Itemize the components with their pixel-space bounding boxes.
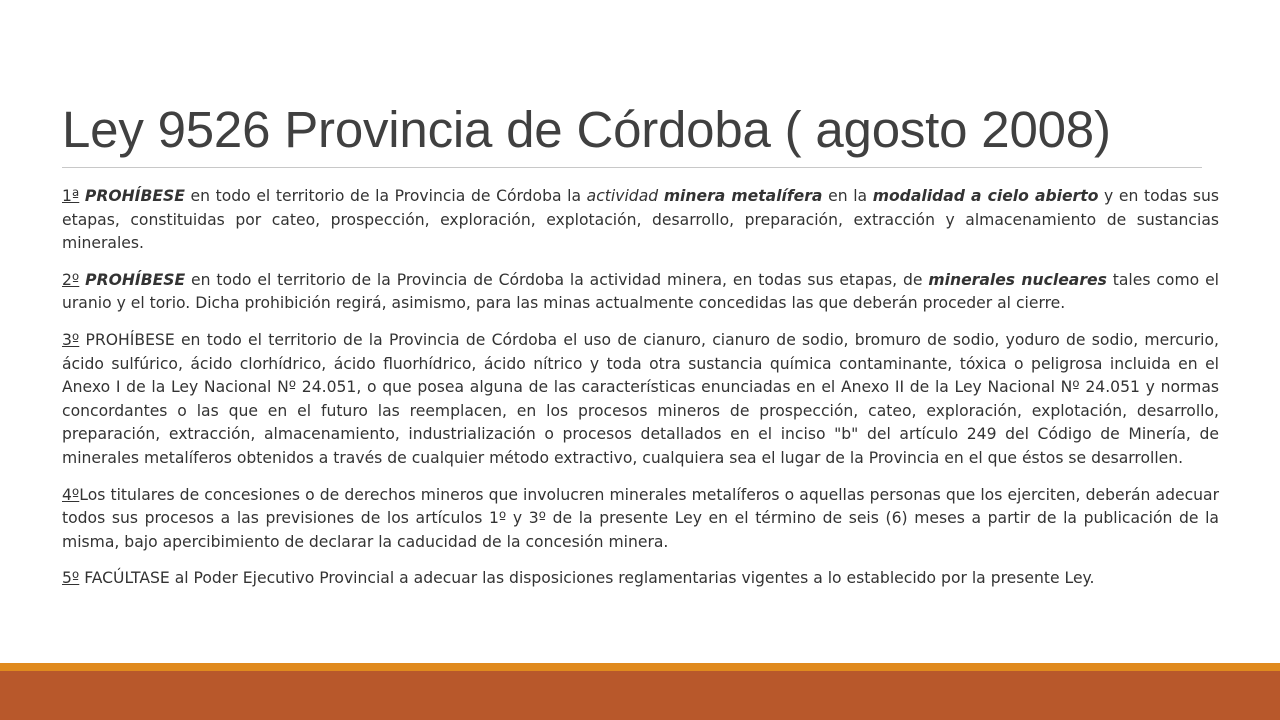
article-text-run: FACÚLTASE al Poder Ejecutivo Provincial a adecuar las disposiciones reglamentarias vigentes a lo establecido por la presente Ley. xyxy=(79,569,1095,588)
article-text xyxy=(79,569,1094,587)
article-number: 3º xyxy=(62,330,80,349)
article-text xyxy=(62,331,1219,467)
article-paragraph xyxy=(62,484,1219,555)
article-text-run: minerales nucleares xyxy=(928,270,1107,289)
article-text-run: y en todas sus etapas, constituidas por cateo, prospección, exploración, explotación, desarrollo, preparación, extracción y almacenamiento de sustancias minerales. xyxy=(62,187,1219,253)
article-text-run: PROHÍBESE en todo el territorio de la Provincia de Córdoba el uso de cianuro, cianuro de sodio, bromuro de sodio, yoduro de sodio, mercurio, ácido sulfúrico, ácido clorhídrico, ácido fluorhídrico, ácido nítrico y toda otra sustancia química contaminante, tóxica o peligrosa incluida en el Anexo I de la Ley Nacional Nº 24.051, o que posea alguna de las características enunciadas en el Anexo II de la Ley Nacional Nº 24.051 y normas concordantes o las que en el futuro las reemplacen, en los procesos mineros de prospección, cateo, exploración, explotación, desarrollo, preparación, extracción, almacenamiento, industrialización o procesos detallados en el inciso "b" del artículo 249 del Código de Minería, de minerales metalíferos obtenidos a través de cualquier método extractivo, cualquiera sea el lugar de la Provincia en el que éstos se desarrollen. xyxy=(62,330,1219,467)
slide-title: Ley 9526 Provincia de Córdoba ( agosto 2008) xyxy=(62,101,1111,158)
article-text-run: en todo el territorio de la Provincia de Córdoba la actividad minera, en todas sus etapas, de xyxy=(185,270,929,289)
article-number: 4º xyxy=(62,485,80,504)
article-text-run: minera metalífera xyxy=(663,187,823,205)
article-paragraph xyxy=(62,329,1219,471)
footer-accent-stripe xyxy=(0,663,1280,671)
article-text-run: actividad xyxy=(586,187,659,205)
article-text xyxy=(62,486,1219,551)
article-paragraph xyxy=(62,567,1219,591)
article-number: 2º xyxy=(62,270,80,289)
footer-bar xyxy=(0,671,1280,720)
article-text xyxy=(62,187,1219,252)
article-paragraph xyxy=(62,185,1219,256)
article-text-run: en todo el territorio de la Provincia de Córdoba la xyxy=(184,187,587,205)
title-divider xyxy=(62,167,1202,168)
article-text-run: en la xyxy=(822,187,873,205)
law-articles xyxy=(62,185,1219,604)
article-paragraph xyxy=(62,269,1219,316)
article-text-run: PROHÍBESE xyxy=(84,187,185,205)
article-text-run: tales como el uranio y el torio. Dicha prohibición regirá, asimismo, para las minas actualmente concedidas las que deberán proceder al cierre. xyxy=(62,270,1220,313)
article-text xyxy=(62,271,1219,313)
article-number: 1ª xyxy=(62,187,80,205)
article-text-run: PROHÍBESE xyxy=(85,270,186,289)
article-number: 5º xyxy=(62,569,80,588)
article-text-run: modalidad a cielo abierto xyxy=(872,187,1099,205)
article-text-run: Los titulares de concesiones o de derechos mineros que involucren minerales metalíferos o aquellas personas que los ejerciten, deberán adecuar todos sus procesos a las previsiones de los artículos 1º y 3º de la presente Ley en el término de seis (6) meses a partir de la publicación de la misma, bajo apercibimiento de declarar la caducidad de la concesión minera. xyxy=(62,485,1219,551)
